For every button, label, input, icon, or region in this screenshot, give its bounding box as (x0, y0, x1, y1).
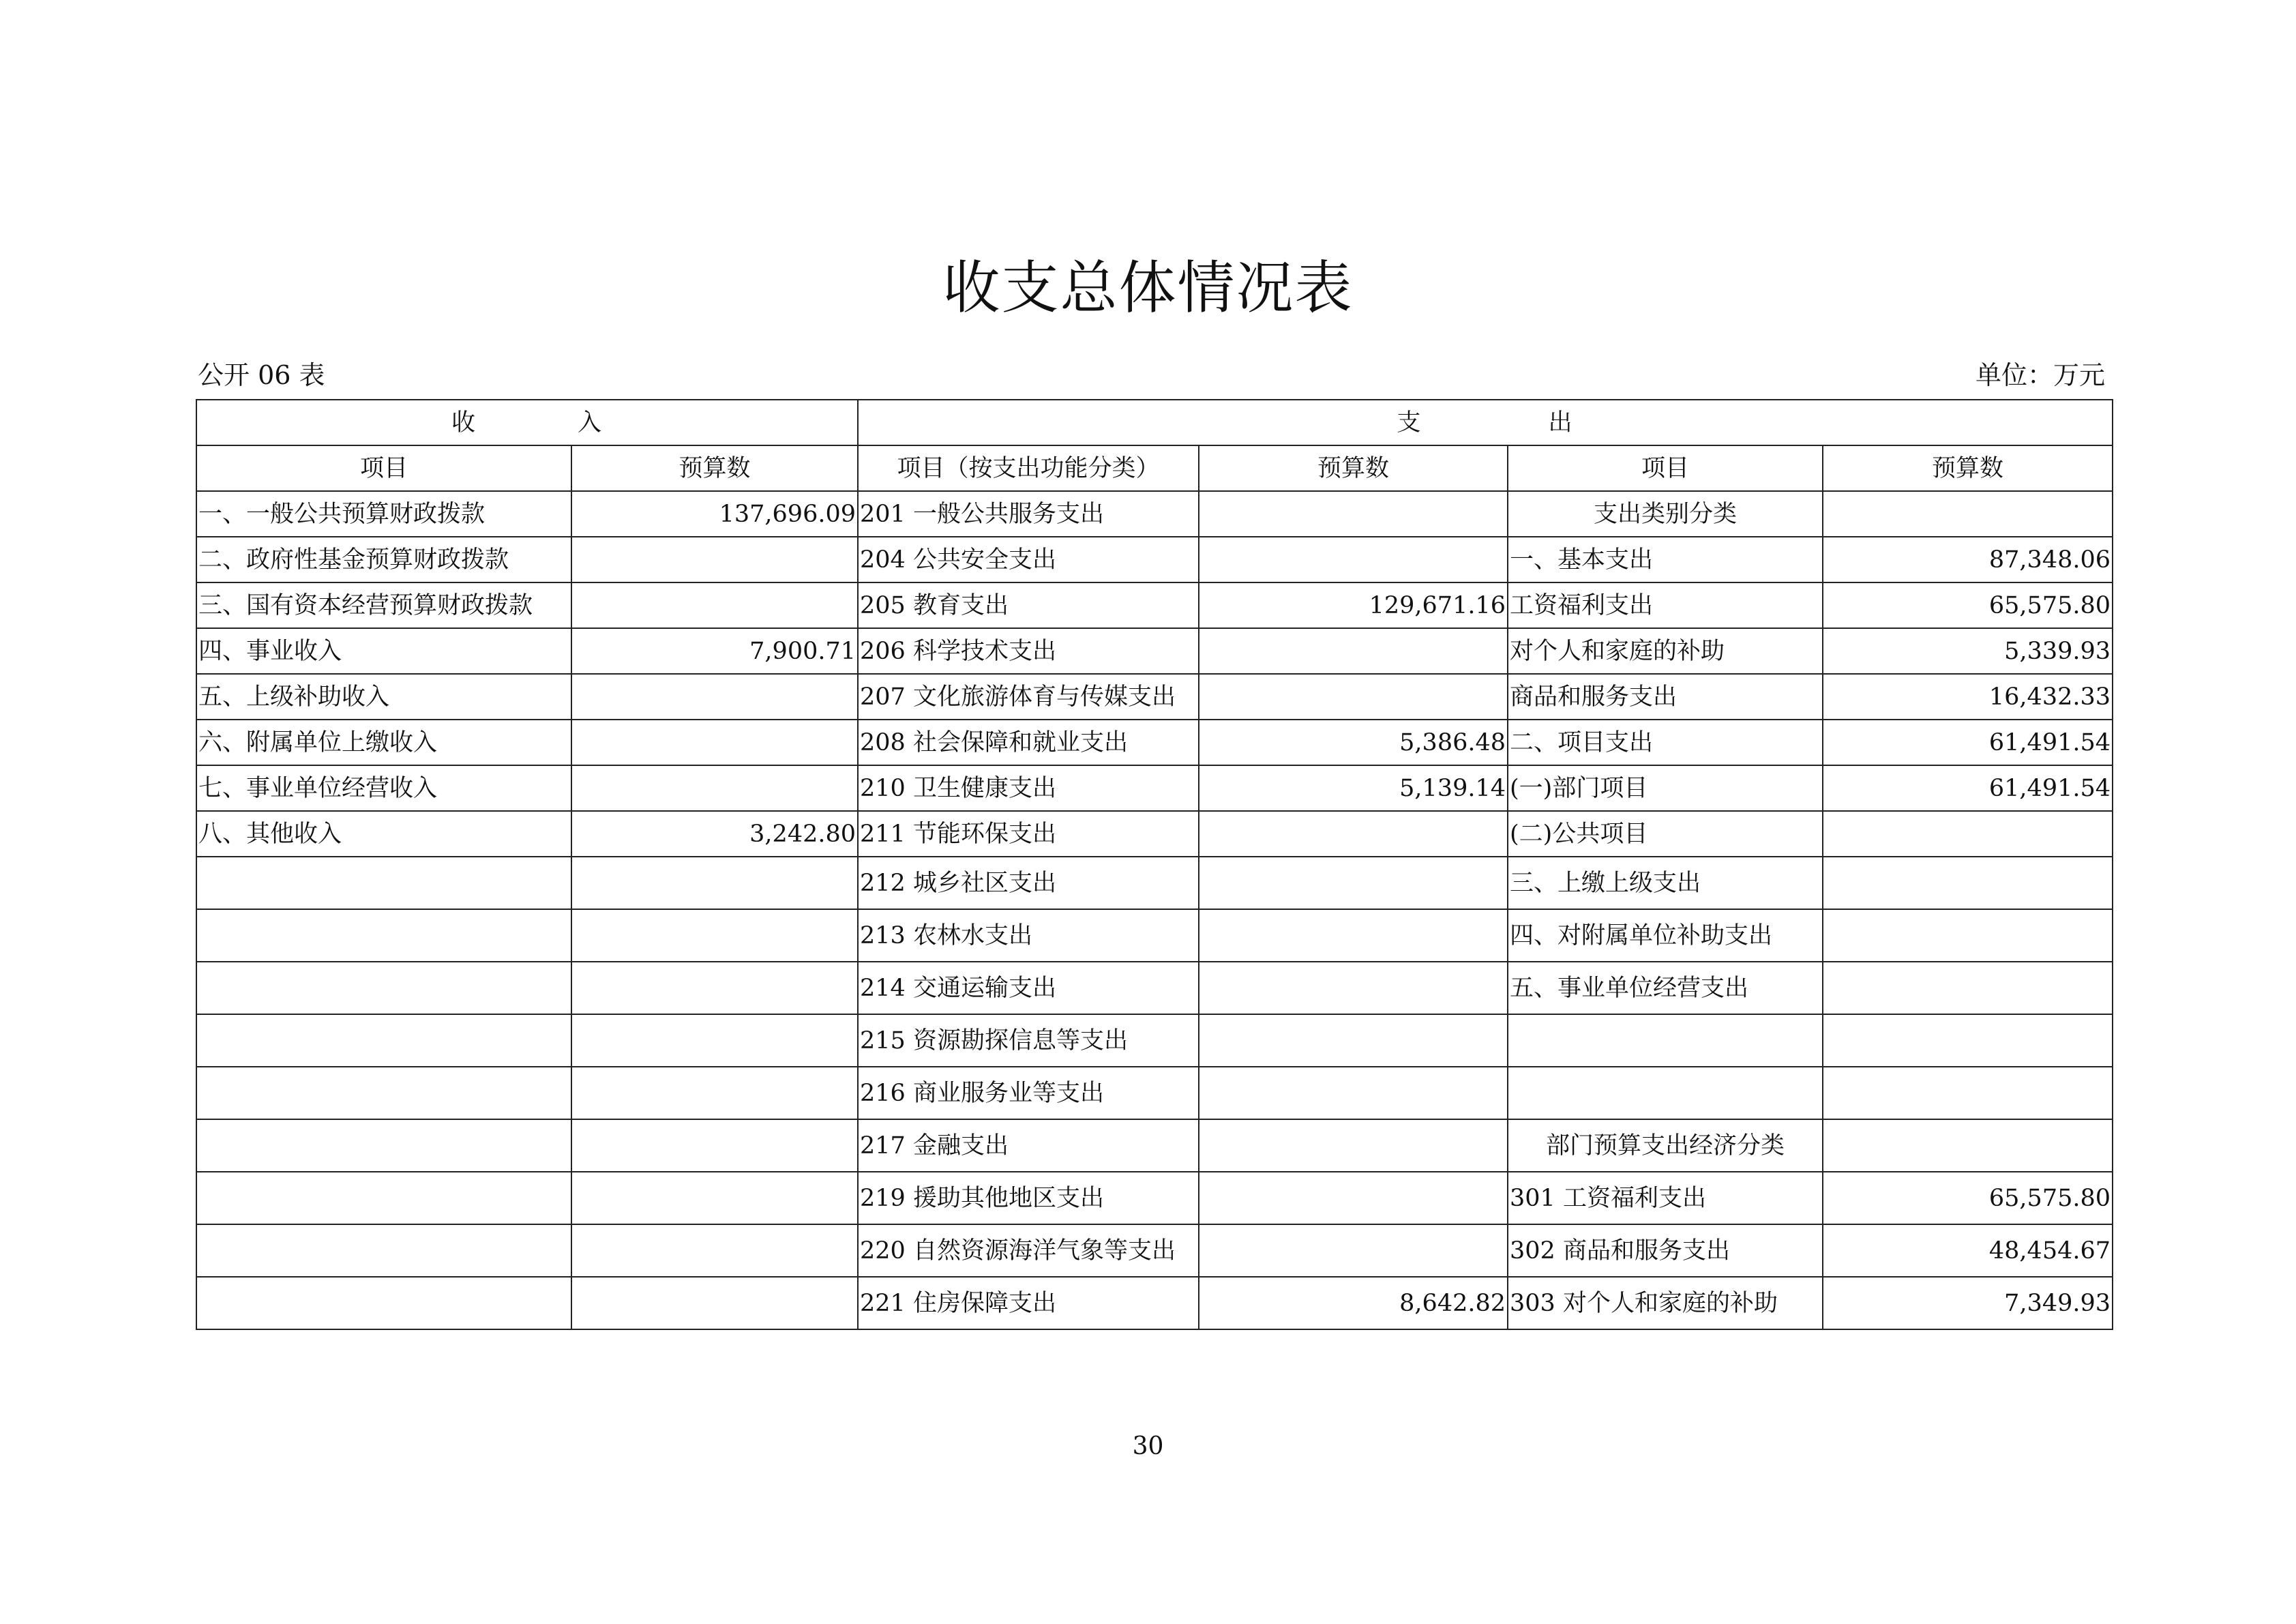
function-item: 201 一般公共服务支出 (858, 491, 1199, 537)
function-value (1199, 491, 1508, 537)
table-row (196, 1119, 2113, 1172)
function-item: 213 农林水支出 (858, 909, 1199, 962)
income-value (571, 1119, 858, 1172)
col-header-func-budget: 预算数 (1199, 445, 1508, 491)
expense-value (1823, 1067, 2113, 1119)
income-group-header: 收 入 (196, 400, 858, 445)
expense-value: 16,432.33 (1823, 674, 2113, 720)
col-header-expense-budget: 预算数 (1823, 445, 2113, 491)
function-value: 8,642.82 (1199, 1277, 1508, 1329)
income-item (196, 909, 571, 962)
table-row (196, 582, 2113, 628)
income-value (571, 765, 858, 811)
table-row (196, 1172, 2113, 1224)
expense-value: 65,575.80 (1823, 582, 2113, 628)
function-value: 5,139.14 (1199, 765, 1508, 811)
function-item: 220 自然资源海洋气象等支出 (858, 1224, 1199, 1277)
function-item: 219 援助其他地区支出 (858, 1172, 1199, 1224)
function-value (1199, 628, 1508, 674)
unit-label: 单位：万元 (1975, 360, 2105, 390)
expense-value: 5,339.93 (1823, 628, 2113, 674)
expense-value: 61,491.54 (1823, 720, 2113, 765)
function-item: 217 金融支出 (858, 1119, 1199, 1172)
col-header-func-item: 项目（按支出功能分类） (858, 445, 1199, 491)
income-item (196, 1172, 571, 1224)
expense-item: 301 工资福利支出 (1508, 1172, 1823, 1224)
expense-value: 61,491.54 (1823, 765, 2113, 811)
income-item: 八、其他收入 (196, 811, 571, 857)
expense-group-header: 支 出 (858, 400, 2113, 445)
income-value: 3,242.80 (571, 811, 858, 857)
page-number: 30 (1132, 1432, 1164, 1460)
function-item: 208 社会保障和就业支出 (858, 720, 1199, 765)
income-item (196, 1119, 571, 1172)
income-item (196, 962, 571, 1014)
expense-value: 65,575.80 (1823, 1172, 2113, 1224)
function-item: 211 节能环保支出 (858, 811, 1199, 857)
expense-value (1823, 909, 2113, 962)
table-row (196, 720, 2113, 765)
expense-item: 商品和服务支出 (1508, 674, 1823, 720)
function-value: 5,386.48 (1199, 720, 1508, 765)
income-value (571, 720, 858, 765)
income-value (571, 1067, 858, 1119)
table-row (196, 491, 2113, 537)
expense-item: 302 商品和服务支出 (1508, 1224, 1823, 1277)
form-code: 公开 06 表 (198, 360, 325, 390)
income-item (196, 1014, 571, 1067)
expense-item: 对个人和家庭的补助 (1508, 628, 1823, 674)
col-header-income-budget: 预算数 (571, 445, 858, 491)
function-value (1199, 1172, 1508, 1224)
income-value: 7,900.71 (571, 628, 858, 674)
income-value (571, 962, 858, 1014)
income-value (571, 1172, 858, 1224)
income-value (571, 674, 858, 720)
page-title: 收支总体情况表 (942, 254, 1354, 321)
group-header-row (196, 400, 2113, 445)
function-value (1199, 857, 1508, 909)
income-item: 四、事业收入 (196, 628, 571, 674)
expense-item (1508, 1014, 1823, 1067)
income-value (571, 582, 858, 628)
income-item: 二、政府性基金预算财政拨款 (196, 537, 571, 582)
col-header-expense-item: 项目 (1508, 445, 1823, 491)
expense-item: 303 对个人和家庭的补助 (1508, 1277, 1823, 1329)
function-value (1199, 811, 1508, 857)
table-row (196, 857, 2113, 909)
function-item: 204 公共安全支出 (858, 537, 1199, 582)
expense-item: (一)部门项目 (1508, 765, 1823, 811)
function-item: 210 卫生健康支出 (858, 765, 1199, 811)
expense-item: 五、事业单位经营支出 (1508, 962, 1823, 1014)
income-item: 三、国有资本经营预算财政拨款 (196, 582, 571, 628)
column-header-row (196, 445, 2113, 491)
function-item: 206 科学技术支出 (858, 628, 1199, 674)
income-value: 137,696.09 (571, 491, 858, 537)
function-item: 207 文化旅游体育与传媒支出 (858, 674, 1199, 720)
table-row (196, 1277, 2113, 1329)
function-item: 212 城乡社区支出 (858, 857, 1199, 909)
income-item (196, 1067, 571, 1119)
expense-value (1823, 1014, 2113, 1067)
function-value (1199, 1014, 1508, 1067)
income-item (196, 1277, 571, 1329)
income-item: 七、事业单位经营收入 (196, 765, 571, 811)
income-item (196, 857, 571, 909)
income-item (196, 1224, 571, 1277)
income-value (571, 1224, 858, 1277)
table-row (196, 674, 2113, 720)
expense-value (1823, 811, 2113, 857)
table-row (196, 1014, 2113, 1067)
income-value (571, 1277, 858, 1329)
function-value (1199, 909, 1508, 962)
expense-item: 部门预算支出经济分类 (1508, 1119, 1823, 1172)
expense-item (1508, 1067, 1823, 1119)
table-row (196, 765, 2113, 811)
col-header-income-item: 项目 (196, 445, 571, 491)
income-value (571, 909, 858, 962)
income-value (571, 537, 858, 582)
expense-item: 工资福利支出 (1508, 582, 1823, 628)
table-row (196, 962, 2113, 1014)
expense-value: 48,454.67 (1823, 1224, 2113, 1277)
budget-table (196, 399, 2113, 1330)
expense-value: 87,348.06 (1823, 537, 2113, 582)
function-value (1199, 1067, 1508, 1119)
expense-item: 二、项目支出 (1508, 720, 1823, 765)
income-value (571, 1014, 858, 1067)
function-item: 216 商业服务业等支出 (858, 1067, 1199, 1119)
expense-value (1823, 857, 2113, 909)
table-row (196, 811, 2113, 857)
table-row (196, 1224, 2113, 1277)
table-row (196, 1067, 2113, 1119)
function-value (1199, 537, 1508, 582)
function-value (1199, 962, 1508, 1014)
function-value (1199, 1224, 1508, 1277)
expense-value (1823, 1119, 2113, 1172)
expense-item: 支出类别分类 (1508, 491, 1823, 537)
expense-value: 7,349.93 (1823, 1277, 2113, 1329)
function-value: 129,671.16 (1199, 582, 1508, 628)
expense-item: 一、基本支出 (1508, 537, 1823, 582)
function-item: 205 教育支出 (858, 582, 1199, 628)
table-row (196, 628, 2113, 674)
expense-item: 三、上缴上级支出 (1508, 857, 1823, 909)
table-row (196, 909, 2113, 962)
expense-value (1823, 491, 2113, 537)
function-item: 214 交通运输支出 (858, 962, 1199, 1014)
income-item: 六、附属单位上缴收入 (196, 720, 571, 765)
function-item: 221 住房保障支出 (858, 1277, 1199, 1329)
table-row (196, 537, 2113, 582)
function-value (1199, 674, 1508, 720)
income-item: 一、一般公共预算财政拨款 (196, 491, 571, 537)
expense-item: 四、对附属单位补助支出 (1508, 909, 1823, 962)
income-item: 五、上级补助收入 (196, 674, 571, 720)
expense-value (1823, 962, 2113, 1014)
income-value (571, 857, 858, 909)
expense-item: (二)公共项目 (1508, 811, 1823, 857)
function-item: 215 资源勘探信息等支出 (858, 1014, 1199, 1067)
function-value (1199, 1119, 1508, 1172)
